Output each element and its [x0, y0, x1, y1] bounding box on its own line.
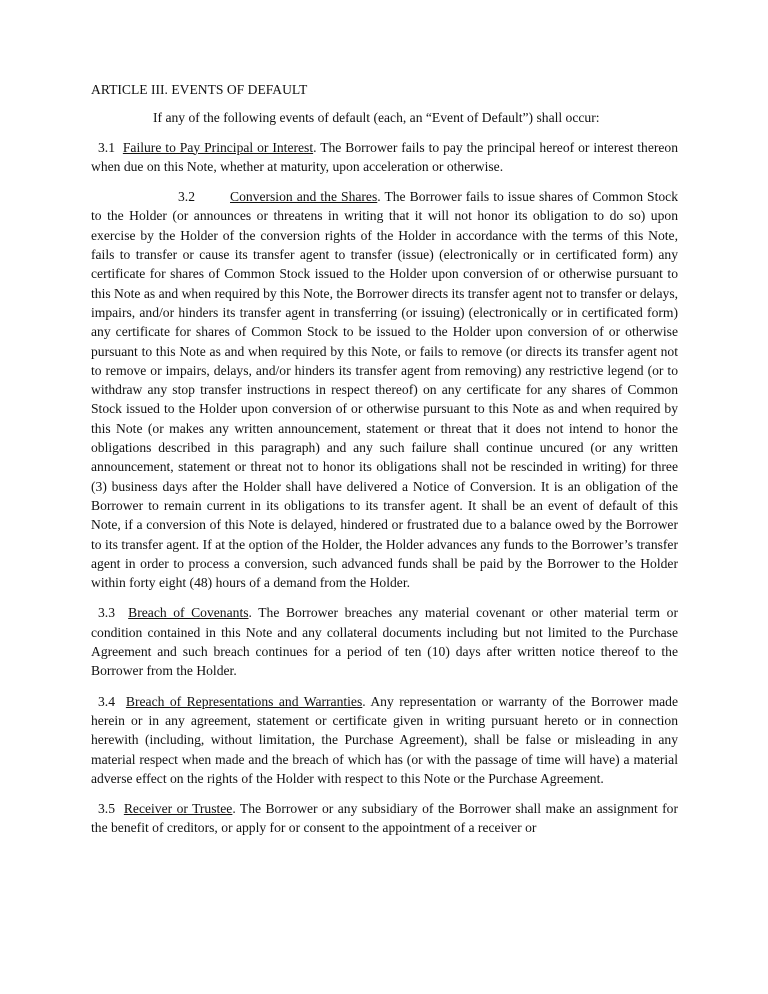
section-3-3: [91, 603, 678, 680]
section-title: Receiver or Trustee: [123, 801, 233, 817]
section-number: 3.2: [178, 189, 195, 205]
section-title: Breach of Covenants: [128, 605, 249, 621]
section-body: . The Borrower fails to issue shares of Common Stock to the Holder (or announces or threatens in writing that it will not honor its obligation to do so) upon exercise by the Holder of the conversion rights of the Holder in accordance with the terms of this Note, fails to transfer or cause its transfer agent to transfer (issue) (electronically or in certificated form) any certificate for shares of Common Stock issued to the Holder upon conversion of or otherwise pursuant to this Note as and when required by this Note, the Borrower directs its transfer agent not to transfer or delays, impairs, and/or hinders its transfer agent in transferring (or issuing) (electronically or in certificated form) any certificate for shares of Common Stock to be issued to the Holder upon conversion of or otherwise pursuant to this Note as and when required by this Note, or fails to remove (or directs its transfer agent not to remove or impairs, delays, and/or hinders its transfer agent from removing) any restrictive legend (or to withdraw any stop transfer instructions in respect thereof) on any certificate for any shares of Common Stock issued to the Holder upon conversion of or otherwise pursuant to this Note as and when required by this Note (or makes any written announcement, statement or threat that it does not intend to honor the obligations described in this paragraph) and any such failure shall continue uncured (or any written announcement, statement or threat not to honor its obligations shall not be rescinded in writing) for three (3) business days after the Holder shall have delivered a Notice of Conversion. It is an obligation of the Borrower to remain current in its obligations to its transfer agent. It shall be an event of default of this Note, if a conversion of this Note is delayed, hindered or frustrated due to a balance owed by the Borrower to its transfer agent. If at the option of the Holder, the Holder advances any funds to the Borrower’s transfer agent in order to process a conversion, such advanced funds shall be paid by the Borrower to the Holder within forty eight (48) hours of a demand from the Holder.: [91, 189, 679, 591]
section-number: 3.1: [98, 139, 115, 155]
section-body: . The Borrower fails to pay the principal hereof or interest thereon when due on this Note, whether at maturity, upon acceleration or otherwise.: [91, 139, 679, 174]
section-title: Failure to Pay Principal or Interest: [122, 139, 314, 155]
section-number: 3.3: [98, 605, 115, 621]
section-3-1: [91, 138, 678, 177]
article-heading: ARTICLE III. EVENTS OF DEFAULT: [91, 82, 308, 97]
section-number: 3.4: [98, 693, 115, 709]
section-3-2: [91, 187, 678, 592]
section-title: Conversion and the Shares: [230, 189, 378, 205]
document-content: [91, 80, 678, 849]
section-3-4: [91, 692, 678, 788]
section-number: 3.5: [98, 801, 115, 817]
article-intro: If any of the following events of default (each, an “Event of Default”) shall occur:: [153, 110, 600, 126]
section-body: . The Borrower breaches any material covenant or other material term or condition contained in this Note and any collateral documents including but not limited to the Purchase Agreement and such breach continues for a period of ten (10) days after written notice thereof to the Borrower from the Holder.: [91, 605, 678, 679]
section-body: . Any representation or warranty of the Borrower made herein or in any agreement, statement or certificate given in writing pursuant hereto or in connection herewith (including, without limitation, the Purchase Agreement), shall be false or misleading in any material respect when made and the breach of which has (or with the passage of time will have) a material adverse effect on the rights of the Holder with respect to this Note or the Purchase Agreement.: [91, 693, 679, 786]
section-body: . The Borrower or any subsidiary of the Borrower shall make an assignment for the benefit of creditors, or apply for or consent to the appointment of a receiver or: [91, 801, 679, 836]
section-title: Breach of Representations and Warranties: [125, 693, 363, 709]
section-3-5: [91, 799, 678, 838]
